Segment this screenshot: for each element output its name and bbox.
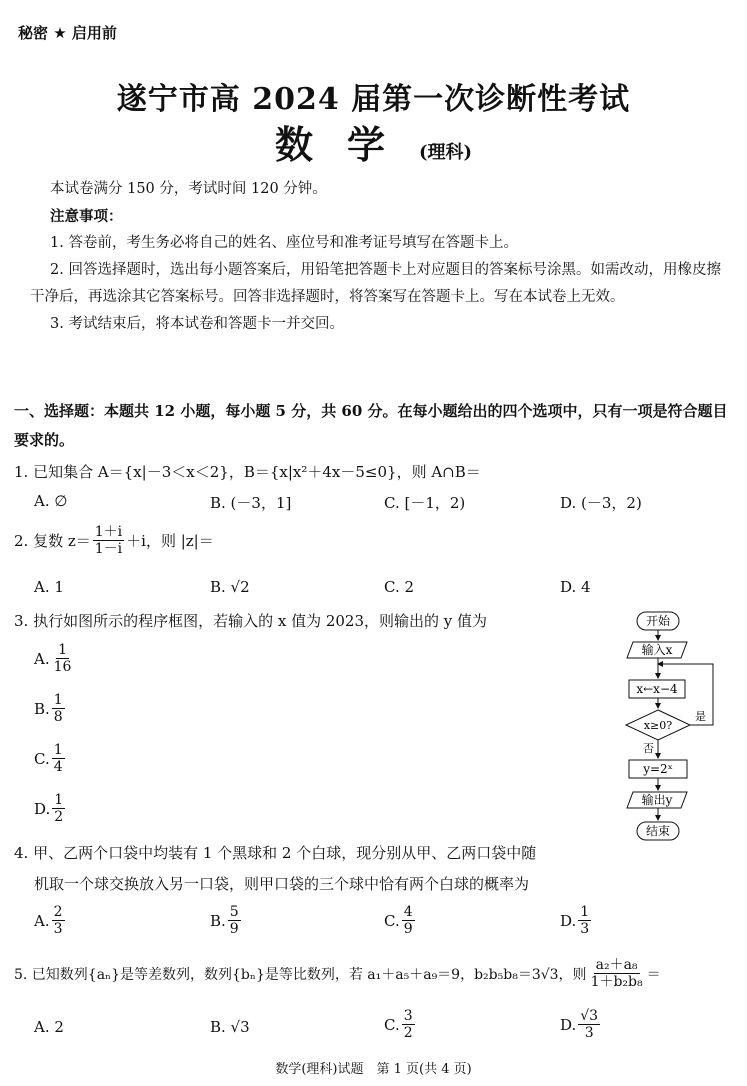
q5-option-c-label: C. [384, 1015, 400, 1034]
q4-option-c [384, 904, 417, 937]
frac-den: 3 [580, 921, 590, 937]
q3-option-a [34, 642, 75, 675]
question-2-stem [14, 524, 214, 557]
frac-den: 16 [53, 659, 72, 675]
subject-heading [0, 114, 747, 169]
question-5-stem [14, 957, 739, 990]
question-1-stem: 1. 已知集合 A＝{x|－3＜x＜2}，B＝{x|x²＋4x－5≤0}，则 A∩B＝ [14, 463, 481, 481]
q4-option-c-frac [402, 904, 415, 937]
flow-input-text: 输入x [641, 643, 673, 657]
question-4-stem-line1: 4. 甲、乙两个口袋中均装有 1 个黑球和 2 个白球，现分别从甲、乙两口袋中随 [14, 844, 537, 862]
q3-option-d-frac [52, 792, 65, 825]
q5-option-c [384, 1008, 417, 1041]
q5-option-c-frac [402, 1008, 415, 1041]
q3-option-b-frac [52, 692, 65, 725]
q2-option-b: B. √2 [210, 578, 250, 596]
program-flowchart [615, 608, 725, 848]
exam-title: 遂宁市高 2024 届第一次诊断性考试 [116, 82, 631, 117]
frac-num: 1 [53, 692, 63, 708]
q4-option-a-label: A. [34, 911, 50, 930]
q5-option-a: A. 2 [34, 1018, 64, 1036]
notice-item: 2. 回答选择题时，选出每小题答案后，用铅笔把答题卡上对应题目的答案标号涂黑。如需改动，用橡皮擦干净后，再选涂其它答案标号。回答非选择题时，将答案写在答题卡上。写在本试卷上无效。 [30, 262, 721, 305]
frac-num: 1 [58, 642, 67, 658]
q2-fraction [93, 524, 124, 557]
notice-item: 1. 答卷前，考生务必将自己的姓名、座位号和准考证号填写在答题卡上。 [50, 235, 518, 251]
q4-option-b-frac [228, 904, 241, 937]
notice-heading: 注意事项： [50, 208, 123, 225]
frac-den: 9 [229, 921, 239, 937]
q5-option-b: B. √3 [210, 1018, 250, 1036]
q4-option-a-frac [52, 904, 65, 937]
q4-option-b-label: B. [210, 911, 226, 930]
notice-item: 3. 考试结束后，将本试卷和答题卡一并交回。 [50, 316, 344, 332]
q3-option-a-frac [52, 642, 74, 675]
q3-option-b [34, 692, 67, 725]
q3-option-d [34, 792, 67, 825]
q3-option-b-label: B. [34, 699, 50, 718]
q4-option-d [560, 904, 593, 937]
q1-option-d: D. (－3，2) [560, 494, 642, 512]
confidential-label: 秘密 ★ 启用前 [18, 24, 117, 42]
q5-option-d-frac [578, 1008, 600, 1041]
frac-num: √3 [580, 1008, 599, 1024]
page-footer: 数学(理科)试题 第 1 页(共 4 页) [275, 1062, 472, 1077]
q5-frac-num: a₂＋a₈ [595, 957, 638, 973]
section-heading: 一、选择题：本题共 12 小题，每小题 5 分，共 60 分。在每小题给出的四个选项中，只有一项是符合题目要求的。 [14, 402, 728, 449]
frac-den: 9 [403, 921, 413, 937]
q4-option-d-frac [578, 904, 591, 937]
frac-num: 3 [403, 1008, 413, 1024]
flow-calc-text: y=2ˣ [643, 762, 673, 776]
q2-stem-suffix: ＋i，则 |z|＝ [126, 532, 214, 550]
q1-option-a: A. ∅ [34, 492, 68, 510]
q5-frac-den: 1＋b₂b₈ [590, 974, 643, 990]
flow-condition-text: x≥0? [643, 719, 673, 732]
frac-den: 8 [53, 709, 63, 725]
flow-no-label: 否 [643, 742, 654, 755]
frac-den: 2 [54, 809, 64, 825]
flow-start-text: 开始 [645, 614, 671, 628]
q2-option-d: D. 4 [560, 578, 591, 596]
frac-den: 3 [584, 1025, 594, 1041]
q2-option-c: C. 2 [384, 578, 415, 596]
frac-num: 2 [53, 904, 63, 920]
q4-option-c-label: C. [384, 911, 400, 930]
q3-option-c [34, 742, 67, 775]
flow-end-text: 结束 [645, 824, 671, 838]
q5-stem-suffix: ＝ [646, 966, 661, 983]
subject-name: 数学 [274, 122, 419, 167]
question-4-stem-line2: 机取一个球交换放入另一口袋，则甲口袋的三个球中恰有两个白球的概率为 [34, 875, 530, 893]
q2-stem-prefix: 2. 复数 z＝ [14, 532, 91, 550]
flow-output-text: 输出y [641, 793, 673, 807]
q3-option-d-label: D. [34, 799, 51, 818]
frac-den: 3 [53, 921, 63, 937]
q2-frac-den: 1－i [94, 541, 123, 557]
q2-frac-num: 1＋i [94, 524, 123, 540]
q4-option-d-label: D. [560, 911, 577, 930]
frac-den: 2 [403, 1025, 413, 1041]
flow-yes-label: 是 [695, 710, 706, 723]
q2-option-a: A. 1 [34, 578, 64, 596]
q3-option-c-label: C. [34, 749, 50, 768]
frac-num: 4 [403, 904, 413, 920]
q5-fraction [589, 957, 645, 990]
flow-assign-text: x←x−4 [636, 682, 678, 696]
q1-option-c: C. [－1，2) [384, 494, 466, 512]
frac-den: 4 [53, 759, 63, 775]
q1-option-b: B. (－3，1] [210, 494, 292, 512]
frac-num: 5 [229, 904, 239, 920]
q4-option-b [210, 904, 243, 937]
q5-stem-prefix: 5. 已知数列{aₙ}是等差数列，数列{bₙ}是等比数列，若 a₁＋a₅＋a₉＝9，b₂b₅b₈＝3√3，则 [14, 966, 587, 983]
q5-option-d-label: D. [560, 1015, 577, 1034]
q4-option-a [34, 904, 67, 937]
notice-intro: 本试卷满分 150 分，考试时间 120 分钟。 [50, 181, 327, 197]
notice-block [30, 176, 735, 338]
question-3-stem: 3. 执行如图所示的程序框图，若输入的 x 值为 2023，则输出的 y 值为 [14, 612, 488, 630]
q3-option-c-frac [52, 742, 65, 775]
frac-num: 1 [53, 742, 63, 758]
frac-num: 1 [580, 904, 590, 920]
q5-option-d [560, 1008, 602, 1041]
subject-note: (理科) [418, 142, 473, 163]
frac-num: 1 [54, 792, 64, 808]
q3-option-a-label: A. [34, 649, 50, 668]
